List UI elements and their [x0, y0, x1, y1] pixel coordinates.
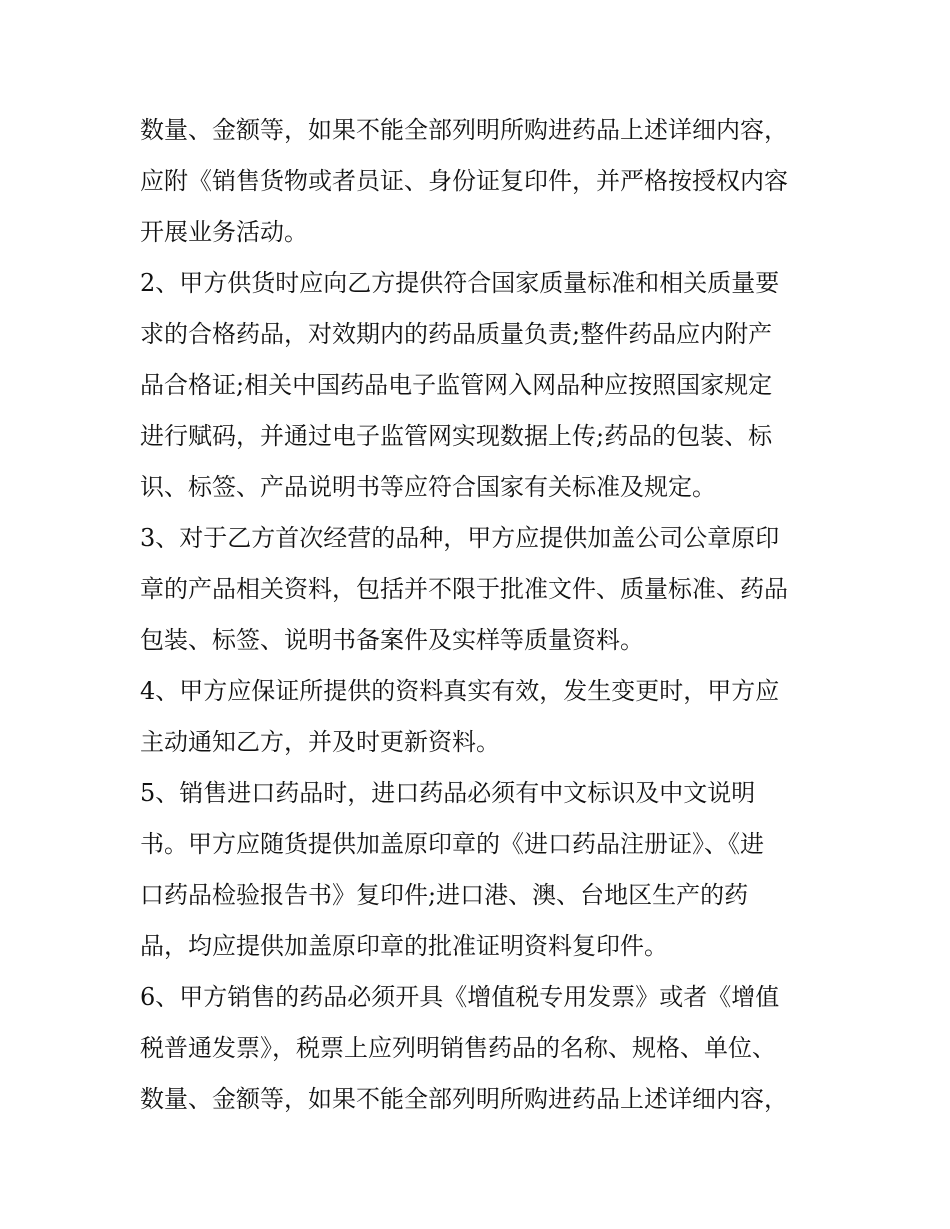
- text-line: 2、甲方供货时应向乙方提供符合国家质量标准和相关质量要: [140, 269, 780, 297]
- text-line: 6、甲方销售的药品必须开具《增值税专用发票》或者《增值: [140, 983, 780, 1011]
- text-line: 书。甲方应随货提供加盖原印章的《进口药品注册证》、《进: [140, 830, 764, 858]
- text-line: 数量、金额等，如果不能全部列明所购进药品上述详细内容，: [140, 1085, 788, 1113]
- text-line: 品，均应提供加盖原印章的批准证明资料复印件。: [140, 932, 668, 960]
- text-line: 3、对于乙方首次经营的品种，甲方应提供加盖公司公章原印: [140, 524, 780, 552]
- text-line: 5、销售进口药品时，进口药品必须有中文标识及中文说明: [140, 779, 756, 807]
- text-line: 税普通发票》，税票上应列明销售药品的名称、规格、单位、: [140, 1034, 776, 1062]
- text-line: 识、标签、产品说明书等应符合国家有关标准及规定。: [140, 473, 716, 501]
- text-line: 4、甲方应保证所提供的资料真实有效，发生变更时，甲方应: [140, 677, 780, 705]
- document-body: [140, 105, 820, 1125]
- text-line: 品合格证;相关中国药品电子监管网入网品种应按照国家规定: [140, 371, 773, 399]
- text-line: 章的产品相关资料，包括并不限于批准文件、质量标准、药品: [140, 575, 788, 603]
- text-line: 应附《销售货物或者员证、身份证复印件，并严格按授权内容: [140, 167, 788, 195]
- text-line: 开展业务活动。: [140, 218, 308, 246]
- text-line: 主动通知乙方，并及时更新资料。: [140, 728, 500, 756]
- text-line: 进行赋码，并通过电子监管网实现数据上传;药品的包装、标: [140, 422, 773, 450]
- text-line: 数量、金额等，如果不能全部列明所购进药品上述详细内容，: [140, 116, 788, 144]
- text-line: 包装、标签、说明书备案件及实样等质量资料。: [140, 626, 644, 654]
- text-line: 口药品检验报告书》复印件;进口港、澳、台地区生产的药: [140, 881, 749, 909]
- text-line: 求的合格药品，对效期内的药品质量负责;整件药品应内附产: [140, 320, 773, 348]
